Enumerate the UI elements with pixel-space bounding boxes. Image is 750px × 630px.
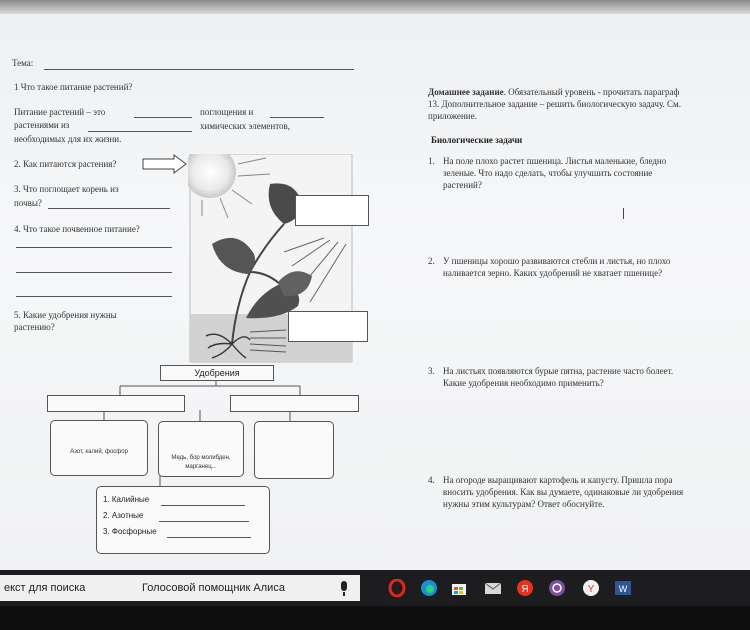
question-3-line2: почвы?	[14, 198, 42, 208]
task-2-number: 2.	[428, 256, 435, 266]
fertilizer-type-box-1[interactable]	[47, 395, 185, 412]
mail-icon[interactable]	[484, 579, 502, 597]
question-1: 1 Что такое питание растений?	[14, 82, 133, 92]
homework-heading: Домашнее задание	[428, 87, 504, 97]
task-1-line1: На поле плохо растет пшеница. Листья маленькие, бледно	[443, 156, 667, 166]
svg-text:W: W	[618, 584, 628, 594]
list-item-phosphorus: 3. Фосфорные	[103, 527, 157, 536]
microphone-icon[interactable]	[341, 581, 347, 591]
micro-elements-label-1: Медь, бор молибден,	[171, 455, 231, 461]
homework-line3: приложение.	[428, 111, 477, 121]
monitor-top-edge	[0, 0, 750, 14]
task-4-line2: вносить удобрения. Как вы думаете, одинаковые ли удобрения	[443, 487, 684, 497]
list-item-nitrogen: 2. Азотные	[103, 511, 144, 520]
empty-elements-box[interactable]	[254, 421, 334, 479]
task-2-line1: У пшеницы хорошо развиваются стебли и листья, но плохо	[443, 256, 671, 266]
question-5-line2: растению?	[14, 322, 55, 332]
tasks-heading: Биологические задачи	[431, 135, 523, 145]
micro-elements-label-2: марганец...	[185, 464, 217, 470]
opera-icon[interactable]	[388, 579, 406, 597]
yandex-disk-icon[interactable]	[516, 579, 534, 597]
taskbar	[0, 570, 750, 606]
question-4: 4. Что такое почвенное питание?	[14, 224, 140, 234]
list-item-potash: 1. Калийные	[103, 495, 150, 504]
q1-line1-b: поглощения и	[200, 107, 254, 117]
fertilizer-type-box-2[interactable]	[230, 395, 359, 412]
voice-assistant-label: Голосовой помощник Алиса	[142, 582, 285, 594]
question-5-line1: 5. Какие удобрения нужны	[14, 310, 117, 320]
viber-icon[interactable]	[548, 579, 566, 597]
homework-line1	[428, 87, 679, 98]
task-1-line2: зеленые. Что надо сделать, чтобы улучшить состояние	[443, 168, 653, 178]
search-placeholder: екст для поиска	[4, 582, 86, 594]
text-cursor-icon	[623, 208, 624, 219]
task-4-line1: На огороде выращивают картофель и капусту. Пришла пора	[443, 475, 673, 485]
task-3-number: 3.	[428, 366, 435, 376]
monitor-bottom-bezel	[0, 606, 750, 630]
task-2-line2: наливается зерно. Каких удобрений не хватает пшенице?	[443, 268, 663, 278]
task-1-line3: растений?	[443, 180, 482, 190]
topic-label: Тема:	[12, 58, 34, 68]
homework-line2: 13. Дополнительное задание – решить биологическую задачу. См.	[428, 99, 682, 109]
q1-line2-b: химических элементов,	[200, 121, 291, 131]
taskbar-search-box[interactable]	[0, 575, 360, 601]
store-icon[interactable]	[450, 579, 468, 597]
svg-text:Я: Я	[521, 584, 529, 595]
q1-line3: необходимых для их жизни.	[14, 134, 122, 144]
macro-elements-box	[50, 420, 148, 476]
question-3-line1: 3. Что поглощает корень из	[14, 184, 119, 194]
micro-elements-box	[158, 421, 244, 477]
word-icon[interactable]	[614, 579, 632, 597]
task-3-line2: Какие удобрения необходимо применить?	[443, 378, 604, 388]
list-blank-3[interactable]	[167, 537, 251, 538]
fertilizer-list-box	[96, 486, 270, 554]
question-2: 2. Как питаются растения?	[14, 159, 117, 169]
list-blank-2[interactable]	[159, 521, 249, 522]
task-1-number: 1.	[428, 156, 435, 166]
list-blank-1[interactable]	[161, 505, 245, 506]
q1-line2-a: растениями из	[14, 120, 70, 130]
yandex-browser-icon[interactable]	[582, 579, 600, 597]
edge-icon[interactable]	[420, 579, 438, 597]
fertilizers-root-box: Удобрения	[160, 365, 274, 381]
document-page	[0, 14, 750, 570]
homework-line1-text: . Обязательный уровень - прочитать параграф	[503, 87, 680, 97]
task-4-number: 4.	[428, 475, 435, 485]
macro-elements-label: Азот, калий, фосфор	[70, 449, 128, 455]
task-4-line3: нужны этим культурам? Ответ обоснуйте.	[443, 499, 605, 509]
task-3-line1: На листьях появляются бурые пятна, растение часто болеет.	[443, 366, 674, 376]
svg-text:Y: Y	[587, 584, 595, 595]
q1-line1-a: Питание растений – это	[14, 107, 106, 117]
